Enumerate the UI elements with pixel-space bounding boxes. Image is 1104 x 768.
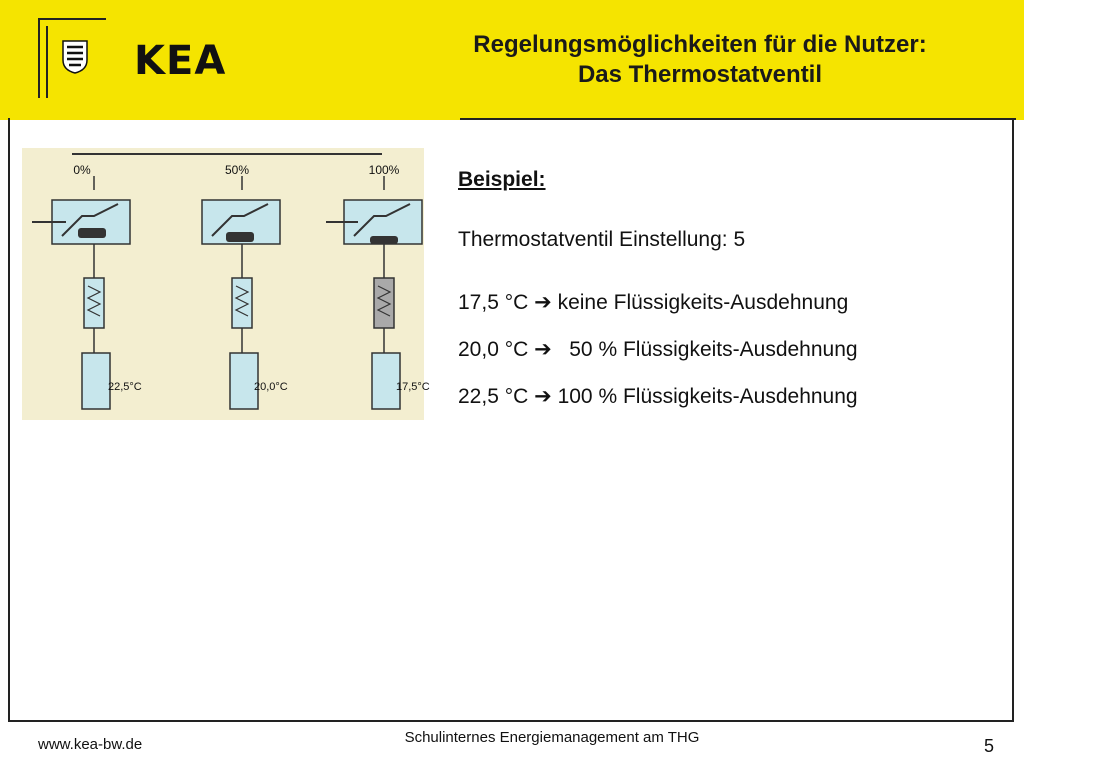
row-temperature: 22,5 °C	[458, 385, 529, 408]
row-description: 50 % Flüssigkeits-Ausdehnung	[557, 338, 858, 361]
temperature-row	[458, 384, 998, 409]
footer-title: Schulinternes Energiemanagement am THG	[404, 729, 700, 746]
row-temperature: 20,0 °C	[458, 338, 529, 361]
page-number: 5	[984, 736, 995, 756]
header-banner	[0, 0, 1024, 120]
coat-of-arms-icon	[62, 40, 88, 74]
arrow-icon: ➔	[534, 291, 552, 314]
bellows	[374, 278, 394, 328]
example-heading: Beispiel:	[458, 168, 546, 191]
temperature-row	[458, 337, 998, 362]
row-temperature: 17,5 °C	[458, 291, 529, 314]
logo-text: KEA	[134, 38, 227, 84]
valve-plug	[370, 236, 398, 244]
page-title	[420, 30, 980, 90]
bellows	[84, 278, 104, 328]
valve-opening-label: 0%	[73, 163, 91, 177]
valve-temperature-label: 20,0°C	[254, 381, 288, 393]
frame-top-line	[460, 118, 1016, 120]
arrow-icon: ➔	[534, 338, 552, 361]
bellows	[232, 278, 252, 328]
valve-opening-label: 50%	[224, 163, 250, 177]
row-description: 100 % Flüssigkeits-Ausdehnung	[557, 385, 858, 408]
temperature-row	[458, 290, 998, 315]
valve-plug	[226, 232, 254, 242]
thermostat-setting: Thermostatventil Einstellung: 5	[458, 228, 746, 251]
title-line-2: Das Thermostatventil	[577, 61, 823, 88]
thermostat-valve-diagram	[22, 148, 430, 420]
valve-plug	[78, 228, 106, 238]
valve-temperature-label: 22,5°C	[108, 381, 142, 393]
row-description: keine Flüssigkeits-Ausdehnung	[557, 291, 849, 314]
footer-url: www.kea-bw.de	[38, 736, 143, 753]
sensor-bulb	[82, 353, 110, 409]
example-text	[458, 168, 998, 431]
arrow-icon: ➔	[534, 385, 552, 408]
valve-opening-label: 100%	[368, 163, 400, 177]
title-line-1: Regelungsmöglichkeiten für die Nutzer:	[473, 31, 927, 58]
valve-temperature-label: 17,5°C	[396, 381, 430, 393]
